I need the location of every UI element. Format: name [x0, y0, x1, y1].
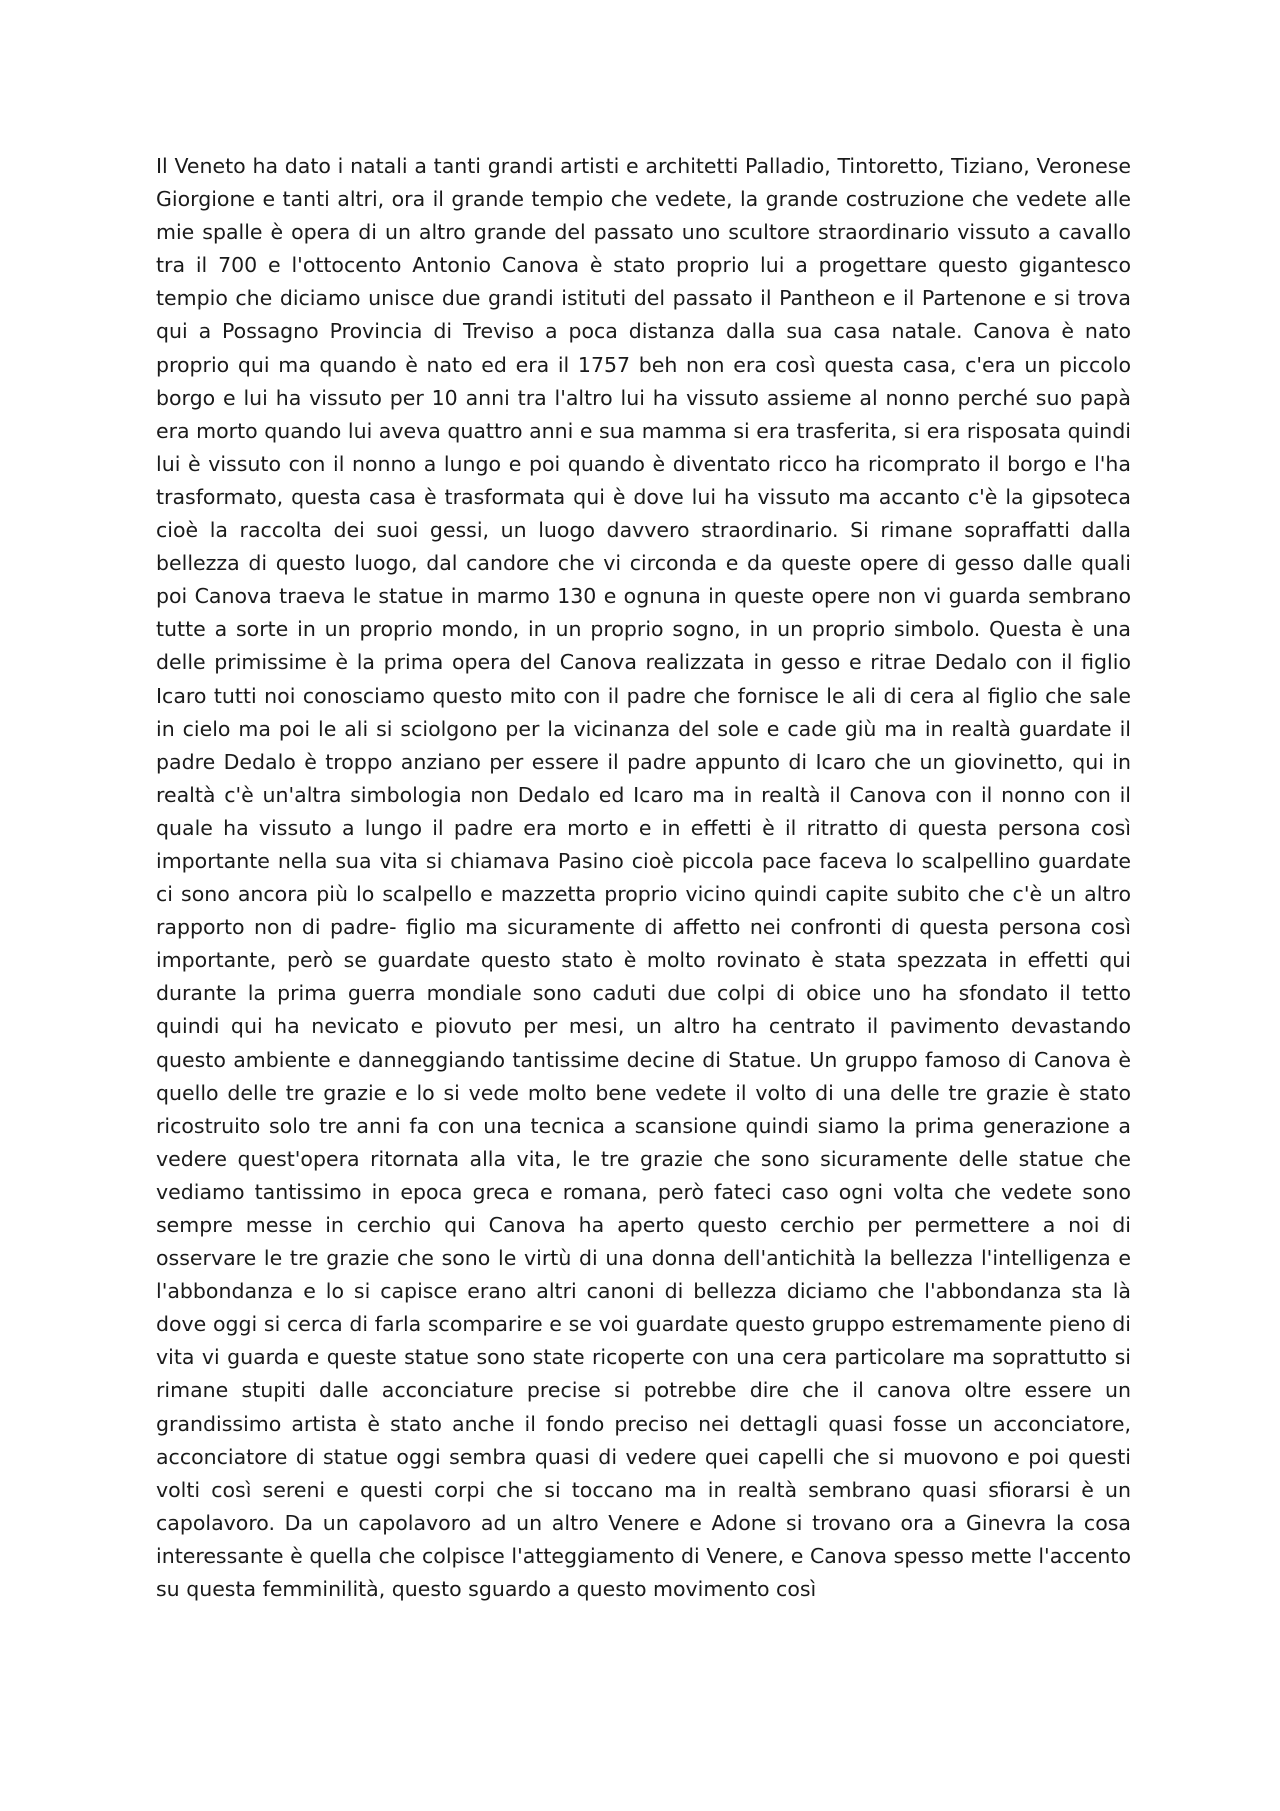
body-paragraph: Il Veneto ha dato i natali a tanti grandi artisti e architetti Palladio, Tintoretto, Tiziano, Veronese Giorgione e tanti altri, ora il grande tempio che vedete, la grande costruzione che vedete alle mie spalle è opera di un altro grande del passato uno scultore straordinario vissuto a cavallo tra il 700 e l'ottocento Antonio Canova è stato proprio lui a progettare questo gigantesco tempio che diciamo unisce due grandi istituti del passato il Pantheon e il Partenone e si trova qui a Possagno Provincia di Treviso a poca distanza dalla sua casa natale. Canova è nato proprio qui ma quando è nato ed era il 1757 beh non era così questa casa, c'era un piccolo borgo e lui ha vissuto per 10 anni tra l'altro lui ha vissuto assieme al nonno perché suo papà era morto quando lui aveva quattro anni e sua mamma si era trasferita, si era risposata quindi lui è vissuto con il nonno a lungo e poi quando è diventato ricco ha ricomprato il borgo e l'ha trasformato, questa casa è trasformata qui è dove lui ha vissuto ma accanto c'è la gipsoteca cioè la raccolta dei suoi gessi, un luogo davvero straordinario. Si rimane sopraffatti dalla bellezza di questo luogo, dal candore che vi circonda e da queste opere di gesso dalle quali poi Canova traeva le statue in marmo 130 e ognuna in queste opere non vi guarda sembrano tutte a sorte in un proprio mondo, in un proprio sogno, in un proprio simbolo. Questa è una delle primissime è la prima opera del Canova realizzata in gesso e ritrae Dedalo con il figlio Icaro tutti noi conosciamo questo mito con il padre che fornisce le ali di cera al figlio che sale in cielo ma poi le ali si sciolgono per la vicinanza del sole e cade giù ma in realtà guardate il padre Dedalo è troppo anziano per essere il padre appunto di Icaro che un giovinetto, qui in realtà c'è un'altra simbologia non Dedalo ed Icaro ma in realtà il Canova con il nonno con il quale ha vissuto a lungo il padre era morto e in effetti è il ritratto di questa persona così importante nella sua vita si chiamava Pasino cioè piccola pace faceva lo scalpellino guardate ci sono ancora più lo scalpello e mazzetta proprio vicino quindi capite subito che c'è un altro rapporto non di padre- figlio ma sicuramente di affetto nei confronti di questa persona così importante, però se guardate questo stato è molto rovinato è stata spezzata in effetti qui durante la prima guerra mondiale sono caduti due colpi di obice uno ha sfondato il tetto quindi qui ha nevicato e piovuto per mesi, un altro ha centrato il pavimento devastando questo ambiente e danneggiando tantissime decine di Statue. Un gruppo famoso di Canova è quello delle tre grazie e lo si vede molto bene vedete il volto di una delle tre grazie è stato ricostruito solo tre anni fa con una tecnica a scansione quindi siamo la prima generazione a vedere quest'opera ritornata alla vita, le tre grazie che sono sicuramente delle statue che vediamo tantissimo in epoca greca e romana, però fateci caso ogni volta che vedete sono sempre messe in cerchio qui Canova ha aperto questo cerchio per permettere a noi di osservare le tre grazie che sono le virtù di una donna dell'antichità la bellezza l'intelligenza e l'abbondanza e lo si capisce erano altri canoni di bellezza diciamo che l'abbondanza sta là dove oggi si cerca di farla scomparire e se voi guardate questo gruppo estremamente pieno di vita vi guarda e queste statue sono state ricoperte con una cera particolare ma soprattutto si rimane stupiti dalle acconciature precise si potrebbe dire che il canova oltre essere un grandissimo artista è stato anche il fondo preciso nei dettagli quasi fosse un acconciatore, acconciatore di statue oggi sembra quasi di vedere quei capelli che si muovono e poi questi volti così sereni e questi corpi che si toccano ma in realtà sembrano quasi sfiorarsi è un capolavoro. Da un capolavoro ad un altro Venere e Adone si trovano ora a Ginevra la cosa interessante è quella che colpisce l'atteggiamento di Venere, e Canova spesso mette l'accento su questa femminilità, questo sguardo a questo movimento così	[156, 154, 1131, 1602]
